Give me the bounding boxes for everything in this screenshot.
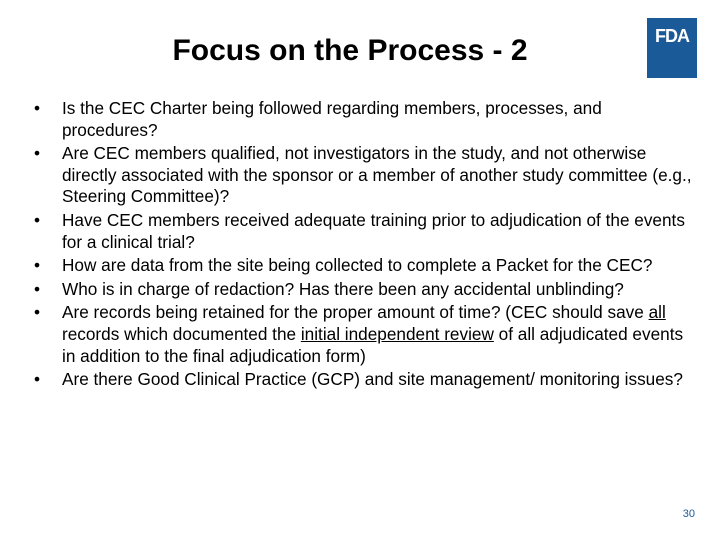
bullet-icon: •: [33, 278, 41, 299]
bullet-icon: •: [33, 255, 41, 276]
page-number: 30: [682, 508, 695, 520]
bullet-text: [62, 302, 683, 365]
bullet-item: [30, 210, 700, 253]
bullet-item: [30, 302, 700, 367]
bullet-icon: •: [33, 143, 41, 164]
bullet-item: [30, 143, 700, 208]
fda-logo: [647, 18, 697, 78]
slide-title: Focus on the Process - 2: [172, 34, 528, 67]
bullet-text-part: records which documented the: [62, 323, 301, 344]
fda-logo-text: FDA: [655, 26, 689, 46]
bullet-text: Are there Good Clinical Practice (GCP) and site management/ monitoring issues?: [62, 369, 683, 390]
bullet-text-part: Are records being retained for the proper amount of time? (CEC should save: [62, 302, 649, 323]
bullet-icon: •: [33, 302, 41, 323]
bullet-text-part: of all adjudicated events in addition to the final adjudication form): [62, 323, 684, 366]
bullet-icon: •: [33, 209, 41, 230]
bullet-text: Have CEC members received adequate training prior to adjudication of the events for a clinical trial?: [62, 209, 685, 252]
bullet-item: [30, 369, 700, 391]
bullet-icon: •: [33, 98, 41, 118]
bullet-item: [30, 98, 700, 141]
bullet-text: Is the CEC Charter being followed regarding members, processes, and procedures?: [62, 98, 602, 140]
underlined-text: initial independent review: [300, 323, 494, 344]
bullet-icon: •: [33, 369, 41, 390]
underlined-text: all: [648, 302, 666, 323]
bullet-item: [30, 279, 700, 301]
bullet-text: Who is in charge of redaction? Has there been any accidental unblinding?: [62, 278, 624, 299]
bullet-text: How are data from the site being collected to complete a Packet for the CEC?: [62, 255, 653, 276]
bullet-list: [30, 98, 700, 393]
bullet-item: [30, 255, 700, 277]
bullet-text: Are CEC members qualified, not investigators in the study, and not otherwise directly associated with the sponsor or a member of another study committee (e.g., Steering Committee)?: [62, 143, 692, 207]
